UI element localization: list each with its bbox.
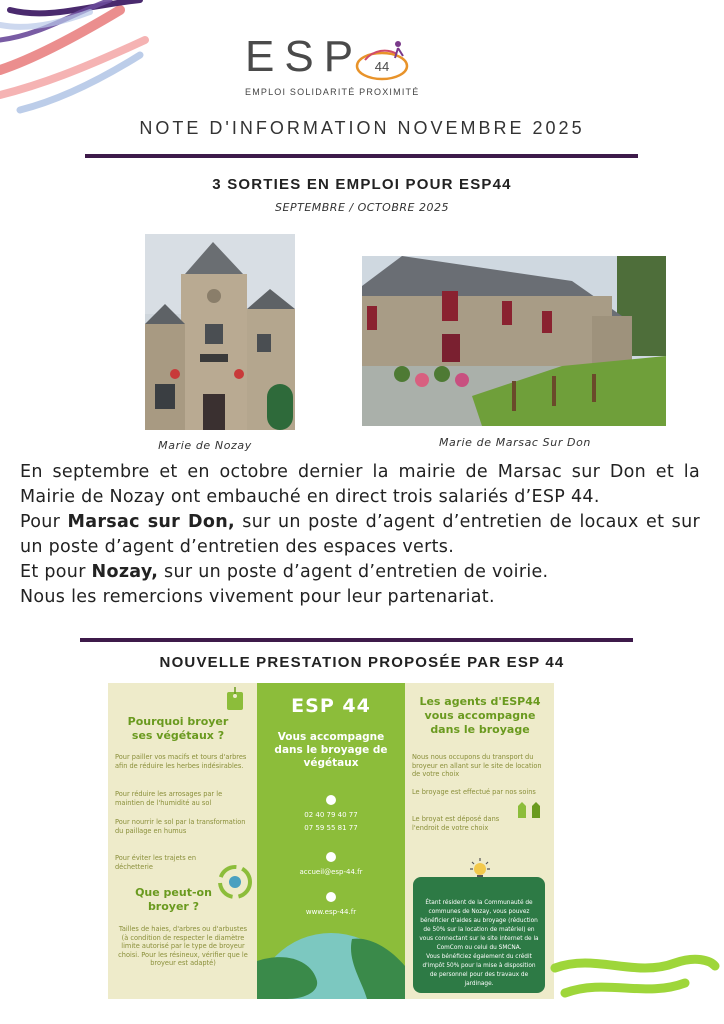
esp44-logo <box>245 22 445 102</box>
logo-badge <box>355 38 413 82</box>
right-item-3: Le broyat est déposé dans l'endroit de votre choix <box>412 815 500 832</box>
article-subtitle: SEPTEMBRE / OCTOBRE 2025 <box>275 201 449 214</box>
gloves-icon <box>515 798 545 822</box>
brochure-left-panel <box>108 683 257 999</box>
decorative-brush-strokes <box>0 0 150 130</box>
tag-icon <box>225 687 245 711</box>
nozay-bold: Nozay, <box>91 562 159 582</box>
left-what-text: Tailles de haies, d'arbres ou d'arbustes (à condition de respecter le diamètre limite autorisé par le type de broyeur choisi. Pour les résineux, vérifier que le broyeur est adapté) <box>118 925 248 967</box>
header-divider <box>85 154 638 158</box>
recycle-icon <box>218 865 252 899</box>
nozay-town-hall-photo <box>145 234 295 430</box>
brochure-middle-panel <box>257 683 405 999</box>
logo-letters: ESP <box>245 32 364 81</box>
right-heading: Les agents d'ESP44 vous accompagne dans le broyage <box>419 695 541 736</box>
phone-icon <box>326 795 336 805</box>
right-item-1: Nous nous occupons du transport du broyeur en allant sur le site de location de votre choix <box>412 753 542 778</box>
paragraph-thanks: Nous les remercions vivement pour leur partenariat. <box>20 587 495 607</box>
left-heading-what: Que peut-on broyer ? <box>135 886 212 913</box>
paragraph-nozay: Et pour Nozay, sur un poste d’agent d’entretien de voirie. <box>20 562 549 582</box>
middle-subtitle: Vous accompagne dans le broyage de végétaux <box>274 731 388 769</box>
middle-title: ESP 44 <box>291 695 371 717</box>
section-divider <box>80 638 633 642</box>
newsletter-title: NOTE D'INFORMATION NOVEMBRE 2025 <box>139 118 585 138</box>
marsac-town-hall-photo <box>362 256 666 426</box>
right-item-2: Le broyage est effectué par nos soins <box>412 788 536 796</box>
brochure <box>108 683 554 999</box>
email-icon <box>326 852 336 862</box>
caption-marsac: Marie de Marsac Sur Don <box>438 436 592 449</box>
logo-tagline: EMPLOI SOLIDARITÉ PROXIMITÉ <box>245 87 420 97</box>
phone-2: 07 59 55 81 77 <box>304 824 358 832</box>
service-title: NOUVELLE PRESTATION PROPOSÉE PAR ESP 44 <box>159 654 565 671</box>
left-heading-why: Pourquoi broyer ses végétaux ? <box>127 715 229 742</box>
globe-icon <box>326 892 336 902</box>
phone-1: 02 40 79 40 77 <box>304 811 358 819</box>
article-title: 3 SORTIES EN EMPLOI POUR ESP44 <box>212 176 512 193</box>
marsac-bold: Marsac sur Don, <box>67 512 235 532</box>
logo-number: 44 <box>374 59 390 74</box>
earth-graphic <box>257 921 405 999</box>
paragraph-hiring: En septembre et en octobre dernier la mairie de Marsac sur Don et la Mairie de Nozay ont embauché en direct trois salariés d’ESP 44. <box>20 462 700 507</box>
brochure-right-panel <box>405 683 554 999</box>
decorative-green-scribble <box>545 948 720 1008</box>
aid-text-1: Étant résident de la Communauté de communes de Nozay, vous pouvez bénéficier d'aides au broyage (réduction de 50% sur la location de matériel) en vous connectant sur le site internet de la ComCom ou celui du SMCNA. <box>419 900 539 951</box>
left-item-3: Pour nourrir le sol par la transformation du paillage en humus <box>115 818 246 835</box>
article-body <box>20 460 700 610</box>
left-item-4: Pour éviter les trajets en déchetterie <box>115 854 196 871</box>
paragraph-marsac: Pour Marsac sur Don, sur un poste d’agent d’entretien de locaux et sur un poste d’agent d’entretien des espaces verts. <box>20 512 700 557</box>
website-text[interactable]: www.esp-44.fr <box>305 908 357 916</box>
email-text[interactable]: accueil@esp-44.fr <box>299 868 363 876</box>
aid-text-2: Vous bénéficiez également du crédit d'impôt 50% pour la mise à disposition de personnel pour des travaux de jardinage. <box>422 954 536 987</box>
nozay-aid-box <box>413 877 545 993</box>
caption-nozay: Marie de Nozay <box>158 439 252 452</box>
left-item-2: Pour réduire les arrosages par le maintien de l'humidité au sol <box>115 790 223 807</box>
left-item-1: Pour pailler vos macifs et tours d'arbres afin de réduire les herbes indésirables. <box>115 753 247 770</box>
